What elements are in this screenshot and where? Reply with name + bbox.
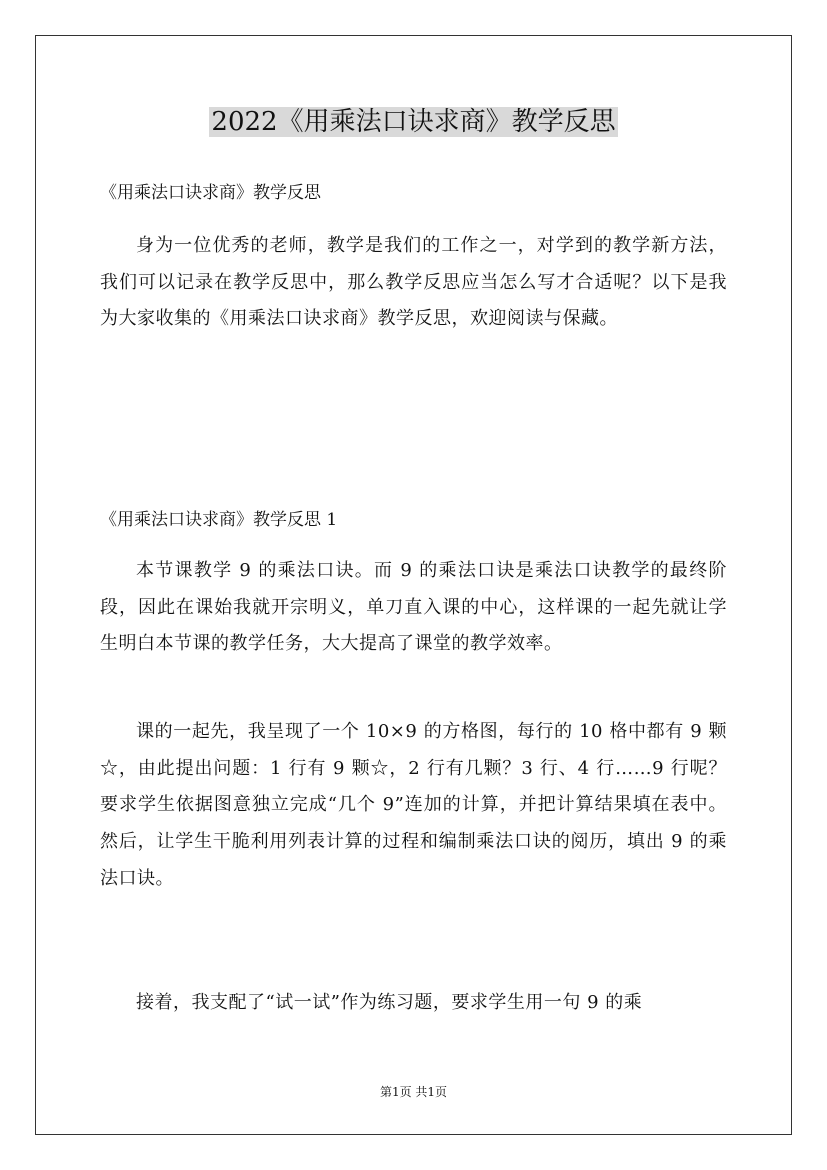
body-paragraph: 本节课教学 9 的乘法口诀。而 9 的乘法口诀是乘法口诀教学的最终阶段，因此在课始我就开宗明义，单刀直入课的中心，这样课的一起先就让学生明白本节课的教学任务，大大提高了课堂的教学效率。 bbox=[100, 560, 727, 655]
page-footer: 第1页 共1页 bbox=[379, 1085, 448, 1099]
document-title bbox=[0, 100, 827, 144]
body-paragraph: 课的一起先，我呈现了一个 10×9 的方格图，每行的 10 格中都有 9 颗☆，由此提出问题：1 行有 9 颗☆，2 行有几颗？3 行、4 行……9 行呢？要求学生依据图意独立完成“几个 9”连加的计算，并把计算结果填在表中。然后，让学生干脆利用列表计算的过程和编制乘法口诀的阅历，填出 9 的乘法口诀。 bbox=[100, 721, 727, 889]
body-paragraph: 接着，我支配了“试一试”作为练习题，要求学生用一句 9 的乘 bbox=[136, 992, 643, 1013]
title-text: 2022《用乘法口诀求商》教学反思 bbox=[211, 107, 616, 137]
section-heading: 《用乘法口诀求商》教学反思 1 bbox=[100, 510, 338, 530]
intro-paragraph: 身为一位优秀的老师，教学是我们的工作之一，对学到的教学新方法，我们可以记录在教学反思中，那么教学反思应当怎么写才合适呢？以下是我为大家收集的《用乘法口诀求商》教学反思，欢迎阅读与保藏。 bbox=[100, 235, 727, 330]
document-subtitle: 《用乘法口诀求商》教学反思 bbox=[100, 183, 321, 203]
